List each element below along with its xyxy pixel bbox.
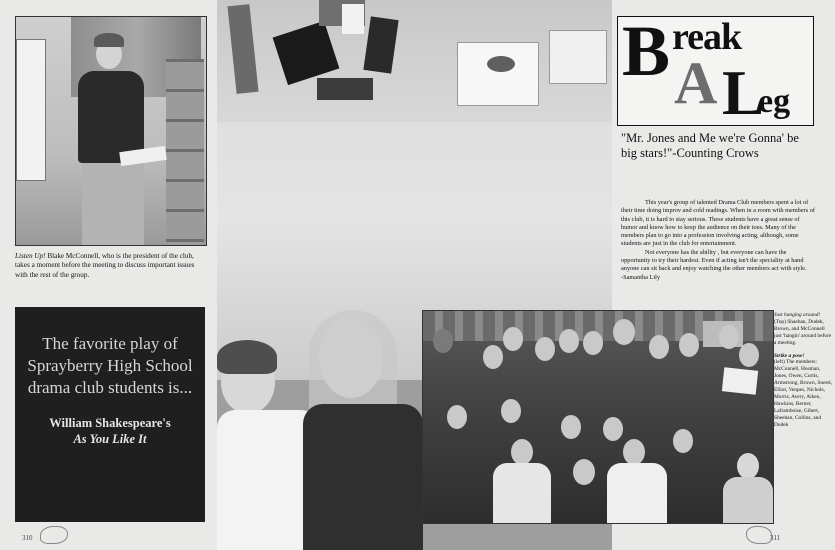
page-ornament-left <box>40 526 68 544</box>
caption1-lead: Just hanging around! <box>774 312 821 318</box>
title-eg: eg <box>758 83 791 120</box>
title-reak: reak <box>672 16 742 58</box>
article-body <box>621 199 817 282</box>
page-number-left: 310 <box>22 534 33 542</box>
caption2-lead: Strike a pose! <box>774 352 805 359</box>
title-letter-b: B <box>622 11 671 91</box>
box-line-3: drama club students is... <box>27 378 193 397</box>
quote: "Mr. Jones and Me we're Gonna' be big stars!"-Counting Crows <box>621 131 799 160</box>
play-author: William Shakespeare's <box>49 416 171 430</box>
caption1-text: (Top) Shaeban, Dudek, Brown, and McConnell just 'hangin' around before a meeting. <box>774 318 832 346</box>
caption-lead: Listen Up! <box>15 252 46 260</box>
caption2-text: (left) The members: McConnell, Hosman, Jones, Owen, Curtis, Armstrong, Brown, Sneed, Elliot, Venpes, Nichols, Morris, Avery, Aiken, Hawkins, Berner, Laframboise, Gibert, Sheehan, Collins, and Dudek <box>774 359 832 428</box>
page-number-right: 311 <box>770 534 781 542</box>
article-paragraph-2: Not everyone has the ability , but everyone can have the opportunity to try their hardest. Even if acting isn't the speciality at hand anyone can sit back and enjoy watching the other members act with style. <box>621 248 807 273</box>
caption-group-photos <box>774 312 832 429</box>
article-paragraph-1: This year's group of talented Drama Club members spent a lot of their time doing improv and cold readings. When in a room with members of this club, it is hard to stay serious. These students have a great sense of humor and know how to keep the audience on their toes. Many of the members plan to go into a profession involving acting, although, some students are just in the club for entertainment. <box>621 199 815 248</box>
photo-drama-club-group <box>422 310 774 524</box>
caption-text: Blake McConnell, who is the president of the club, takes a moment before the meeting to discuss important issues with the rest of the group. <box>15 252 195 279</box>
title-letter-a: A <box>674 50 718 116</box>
byline: -Samantha Lily <box>621 273 660 281</box>
caption-president <box>15 252 205 280</box>
favorite-play-box <box>15 307 205 522</box>
title-letter-l: L <box>722 57 765 128</box>
box-line-1: The favorite play of <box>42 334 178 353</box>
box-line-2: Sprayberry High School <box>27 356 193 375</box>
title-break-a-leg <box>617 11 814 128</box>
play-title: As You Like It <box>73 432 147 446</box>
page-ornament-right <box>746 526 772 544</box>
photo-club-president <box>15 16 207 246</box>
